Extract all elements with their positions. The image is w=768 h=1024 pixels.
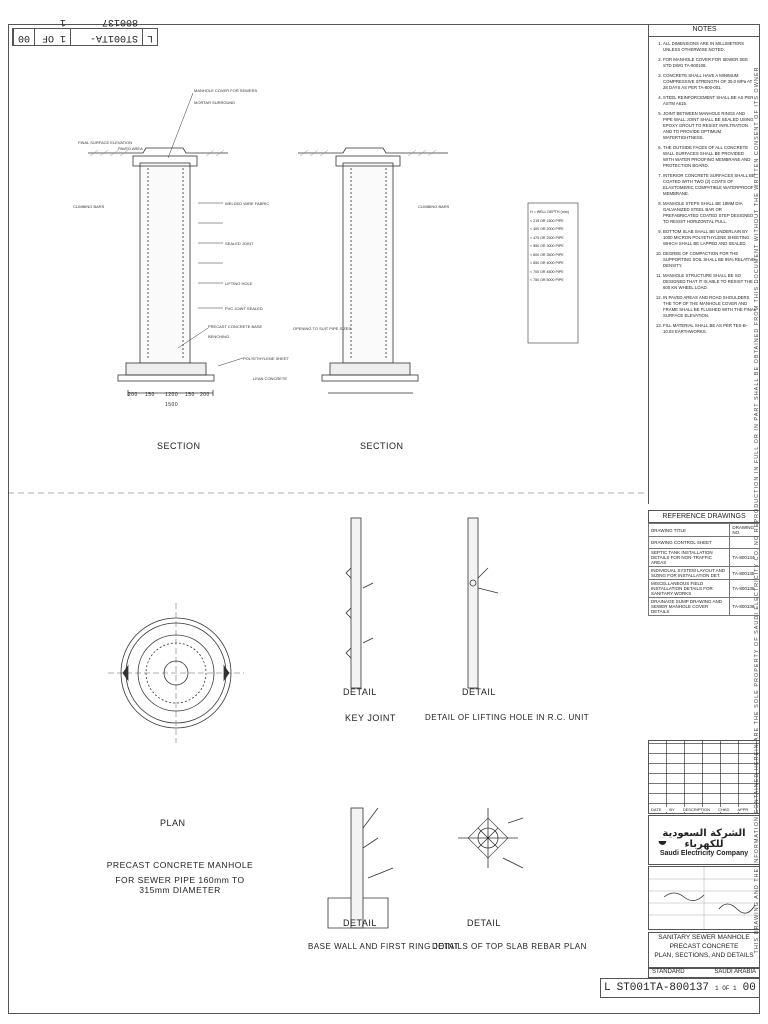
dim-label: 200	[200, 392, 210, 398]
rev-chkd: CHKD	[718, 807, 730, 812]
note-item: 12. IN PAVED AREAS AND ROAD SHOULDERS THE TOP OF THE MANHOLE COVER AND FRAME SHALL BE FLUSHED WITH THE FINAL SURFACE ELEVATION.	[663, 295, 756, 319]
note-item: 6. THE OUTSIDE FACES OF ALL CONCRETE WALL SURFACES SHALL BE PROVIDED WITH WATER PROOFING MEMBRANE AND PROTECTION BOARD.	[663, 145, 756, 169]
sheet-number: 1 OF 1	[34, 29, 70, 45]
company-logo-icon: ◒	[657, 830, 668, 850]
signature-block	[648, 866, 760, 930]
svg-text:BENCHING: BENCHING	[208, 334, 230, 339]
depth-row: < 700 OR 4500 PIPE	[530, 269, 564, 274]
key-joint-caption: KEY JOINT	[345, 713, 396, 723]
reference-drawings	[648, 510, 760, 614]
svg-text:WELDED WIRE FABRIC: WELDED WIRE FABRIC	[225, 201, 270, 206]
rev-appr: APPR	[737, 807, 749, 812]
lifting-hole-drawing	[468, 518, 498, 688]
note-item: 10. DEGREE OF COMPACTION FOR THE SUPPORTING SOIL SHALL BE 95% RELATIVE DENSITY.	[663, 251, 756, 269]
depth-row: < 650 OR 4000 PIPE	[530, 261, 564, 265]
dwg-number: ST001TA-800137	[70, 29, 142, 45]
ref-title: MISCELLANEOUS FIELD INSTALLATION DETAILS FOR SANITARY WORKS	[649, 580, 730, 598]
note-item: 7. INTERIOR CONCRETE SURFACES SHALL BE COATED WITH TWO (2) COATS OF ELASTOMERIC COMPATIBLE WATERPROOF MEMBRANE.	[663, 173, 756, 197]
note-item: 4. STEEL REINFORCEMENT SHALL BE AS PER ASTM A615.	[663, 95, 756, 107]
title-line-1: SANITARY SEWER MANHOLE	[658, 934, 750, 941]
svg-text:FINAL SURFACE ELEVATION: FINAL SURFACE ELEVATION	[78, 140, 133, 145]
depth-row: < 475 OR 2500 PIPE	[530, 235, 564, 240]
section-b-drawing	[298, 148, 448, 393]
ref-title: DRAINAGE SUMP DRAWING AND SEWER MANHOLE COVER DETAILS	[649, 598, 730, 616]
ref-no: TA-800136	[730, 580, 760, 598]
svg-text:LEAN CONCRETE: LEAN CONCRETE	[253, 376, 288, 381]
title-block	[648, 932, 760, 968]
notes-panel	[648, 24, 760, 504]
dim-label: 150	[145, 392, 155, 398]
revision-header	[651, 807, 748, 812]
references-title: REFERENCE DRAWINGS	[648, 510, 760, 523]
ref-no: TA-800134	[730, 549, 760, 567]
revision-table	[648, 740, 760, 814]
ref-title: DRAWING CONTROL SHEET	[649, 537, 730, 549]
note-item: 13. FILL MATERIAL SHALL BE AS PER TES-B-10.03 EARTHWORKS.	[663, 323, 756, 335]
country-label: SAUDI ARABIA	[714, 969, 756, 975]
detail-slab-label: DETAIL	[467, 918, 501, 928]
company-name-arabic: الشركة السعودية للكهرباء	[662, 828, 746, 850]
ref-title: INDIVIDUAL SYSTEM LAYOUT AND SIZING FOR INSTALLATION DET.	[649, 567, 730, 580]
rev-description: DESCRIPTION	[682, 807, 711, 812]
section-b-label: SECTION	[360, 441, 404, 451]
manhole-caption-1: PRECAST CONCRETE MANHOLE	[106, 860, 254, 870]
slab-rebar-caption: DETAILS OF TOP SLAB REBAR PLAN	[432, 942, 587, 951]
base-wall-drawing	[328, 808, 393, 928]
sheet-of: 1 OF 1	[715, 984, 737, 992]
svg-text:PVC JOINT SEALED: PVC JOINT SEALED	[225, 306, 263, 311]
rev-date: DATE	[651, 807, 662, 812]
dim-label: 200	[128, 392, 138, 398]
detail-key-label: DETAIL	[343, 687, 377, 697]
manhole-caption-2: FOR SEWER PIPE 160mm TO 315mm DIAMETER	[115, 875, 245, 895]
annotation-cover: MANHOLE COVER FOR SEWERS	[194, 88, 258, 93]
depth-row: < 750 OR 5000 PIPE	[530, 278, 564, 282]
drawing-number-box	[600, 978, 760, 998]
svg-text:OPENING TO SUIT PIPE SIZES: OPENING TO SUIT PIPE SIZES	[293, 326, 352, 331]
key-joint-drawing	[346, 518, 373, 688]
base-wall-caption: BASE WALL AND FIRST RING JOINT	[308, 942, 460, 951]
detail-base-label: DETAIL	[343, 918, 377, 928]
dim-total: 1500	[165, 402, 179, 408]
svg-text:CLIMBING BARS: CLIMBING BARS	[73, 204, 105, 209]
notes-title: NOTES	[649, 24, 760, 37]
standard-row	[648, 968, 760, 978]
svg-text:LIFTING HOLE: LIFTING HOLE	[225, 281, 253, 286]
depth-row: < 400 OR 2000 PIPE	[530, 227, 564, 231]
std-index: L	[142, 29, 157, 45]
note-item: 11. MANHOLE STRUCTURE SHALL BE SO DESIGNED THAT IT IS ABLE TO RESIST THE 600 KN WHEEL LOAD.	[663, 273, 756, 291]
note-item: 9. BOTTOM SLAB SHALL BE UNDERLAIN BY 1000 MICRON POLYETHYLENE SHEETING WHICH SHALL BE LAPPED AND SEALED.	[663, 229, 756, 247]
note-item: 5. JOINT BETWEEN MANHOLE RINGS AND PIPE WALL JOINT SHALL BE SEALED USING EPOXY GROUT TO RESIST INFILTRATION AND TO PROVIDE OPTIMUM WATERTIGHTNESS.	[663, 111, 756, 141]
index-letter: L	[604, 982, 611, 994]
dim-label: 1200	[165, 392, 179, 398]
ref-no: TA-800135	[730, 567, 760, 580]
title-line-2: PRECAST CONCRETE	[669, 943, 739, 950]
plan-label: PLAN	[160, 818, 186, 828]
note-item: 1. ALL DIMENSIONS ARE IN MILLIMETERS UNLESS OTHERWISE NOTED.	[663, 41, 756, 53]
ref-col-title: DRAWING TITLE	[649, 524, 730, 537]
depth-table-head: H = WELL DEPTH (mm)	[530, 210, 569, 214]
company-name-english: Saudi Electricity Company	[659, 850, 749, 857]
section-a-drawing	[88, 148, 228, 396]
side-legal-label: THIS DRAWING AND THE INFORMATION CONTAINED HEREIN ARE THE SOLE PROPERTY OF SAUDI ELECTRICITY CO. NO REPRODUCTION IN FULL OR IN PART SHALL BE OBTAINED FROM THIS DOCUMENT WITHOUT THE WRITTEN CONSENT OF ITS OWNER	[754, 66, 760, 954]
standard-label: STANDARD	[652, 969, 685, 975]
depth-table	[530, 208, 578, 285]
ref-title: SEPTIC TANK INSTALLATION DETAILS FOR NON-TRAFFIC AREAS	[649, 549, 730, 567]
depth-row: < 600 OR 3500 PIPE	[530, 252, 564, 257]
section-a-label: SECTION	[157, 441, 201, 451]
plan-drawing	[108, 603, 244, 743]
note-item: 2. FOR MANHOLE COVER FOR SEWER SEE STD DWG TA-800108.	[663, 57, 756, 69]
note-item: 8. MANHOLE STEPS SHALL BE 18MM DIA GALVANIZED STEEL BAR OR PREFABRICATED COATED STEP DESIGNED TO RESIST HORIZONTAL PULL.	[663, 201, 756, 225]
references-table	[648, 523, 760, 616]
inverted-title-tab	[12, 16, 158, 46]
svg-text:MORTAR SURROUND: MORTAR SURROUND	[194, 100, 236, 105]
title-line-3: PLAN, SECTIONS, AND DETAILS	[654, 952, 754, 959]
dim-label: 150	[185, 392, 195, 398]
depth-row: < 550 OR 3000 PIPE	[530, 244, 564, 248]
svg-text:PRECAST CONCRETE BASE: PRECAST CONCRETE BASE	[208, 324, 263, 329]
lifting-hole-caption: DETAIL OF LIFTING HOLE IN R.C. UNIT	[425, 713, 590, 722]
slab-rebar-drawing	[458, 808, 523, 868]
svg-text:SEALED JOINT: SEALED JOINT	[225, 241, 254, 246]
note-item: 3. CONCRETE SHALL HAVE A MINIMUM COMPRESSIVE STRENGTH OF 35.0 MPa AT 28 DAYS AS PER TA-800-001.	[663, 73, 756, 91]
company-block	[648, 815, 760, 865]
ref-no: TA-800138	[730, 598, 760, 616]
ref-col-no: DRAWING NO.	[730, 524, 760, 537]
notes-list	[663, 41, 756, 335]
side-legal-text	[754, 30, 767, 990]
svg-text:POLYETHYLENE SHEET: POLYETHYLENE SHEET	[243, 356, 289, 361]
detail-lift-label: DETAIL	[462, 687, 496, 697]
svg-text:PAVED AREA: PAVED AREA	[118, 146, 143, 151]
revision-number: 00	[742, 982, 756, 994]
svg-text:CLIMBING BARS: CLIMBING BARS	[418, 204, 450, 209]
drawing-number: ST001TA-800137	[616, 982, 710, 994]
depth-row: < 215 OR 1500 PIPE	[530, 218, 564, 223]
rev-number: 00	[13, 29, 34, 45]
rev-by: BY	[669, 807, 675, 812]
signature-lines	[649, 867, 759, 929]
